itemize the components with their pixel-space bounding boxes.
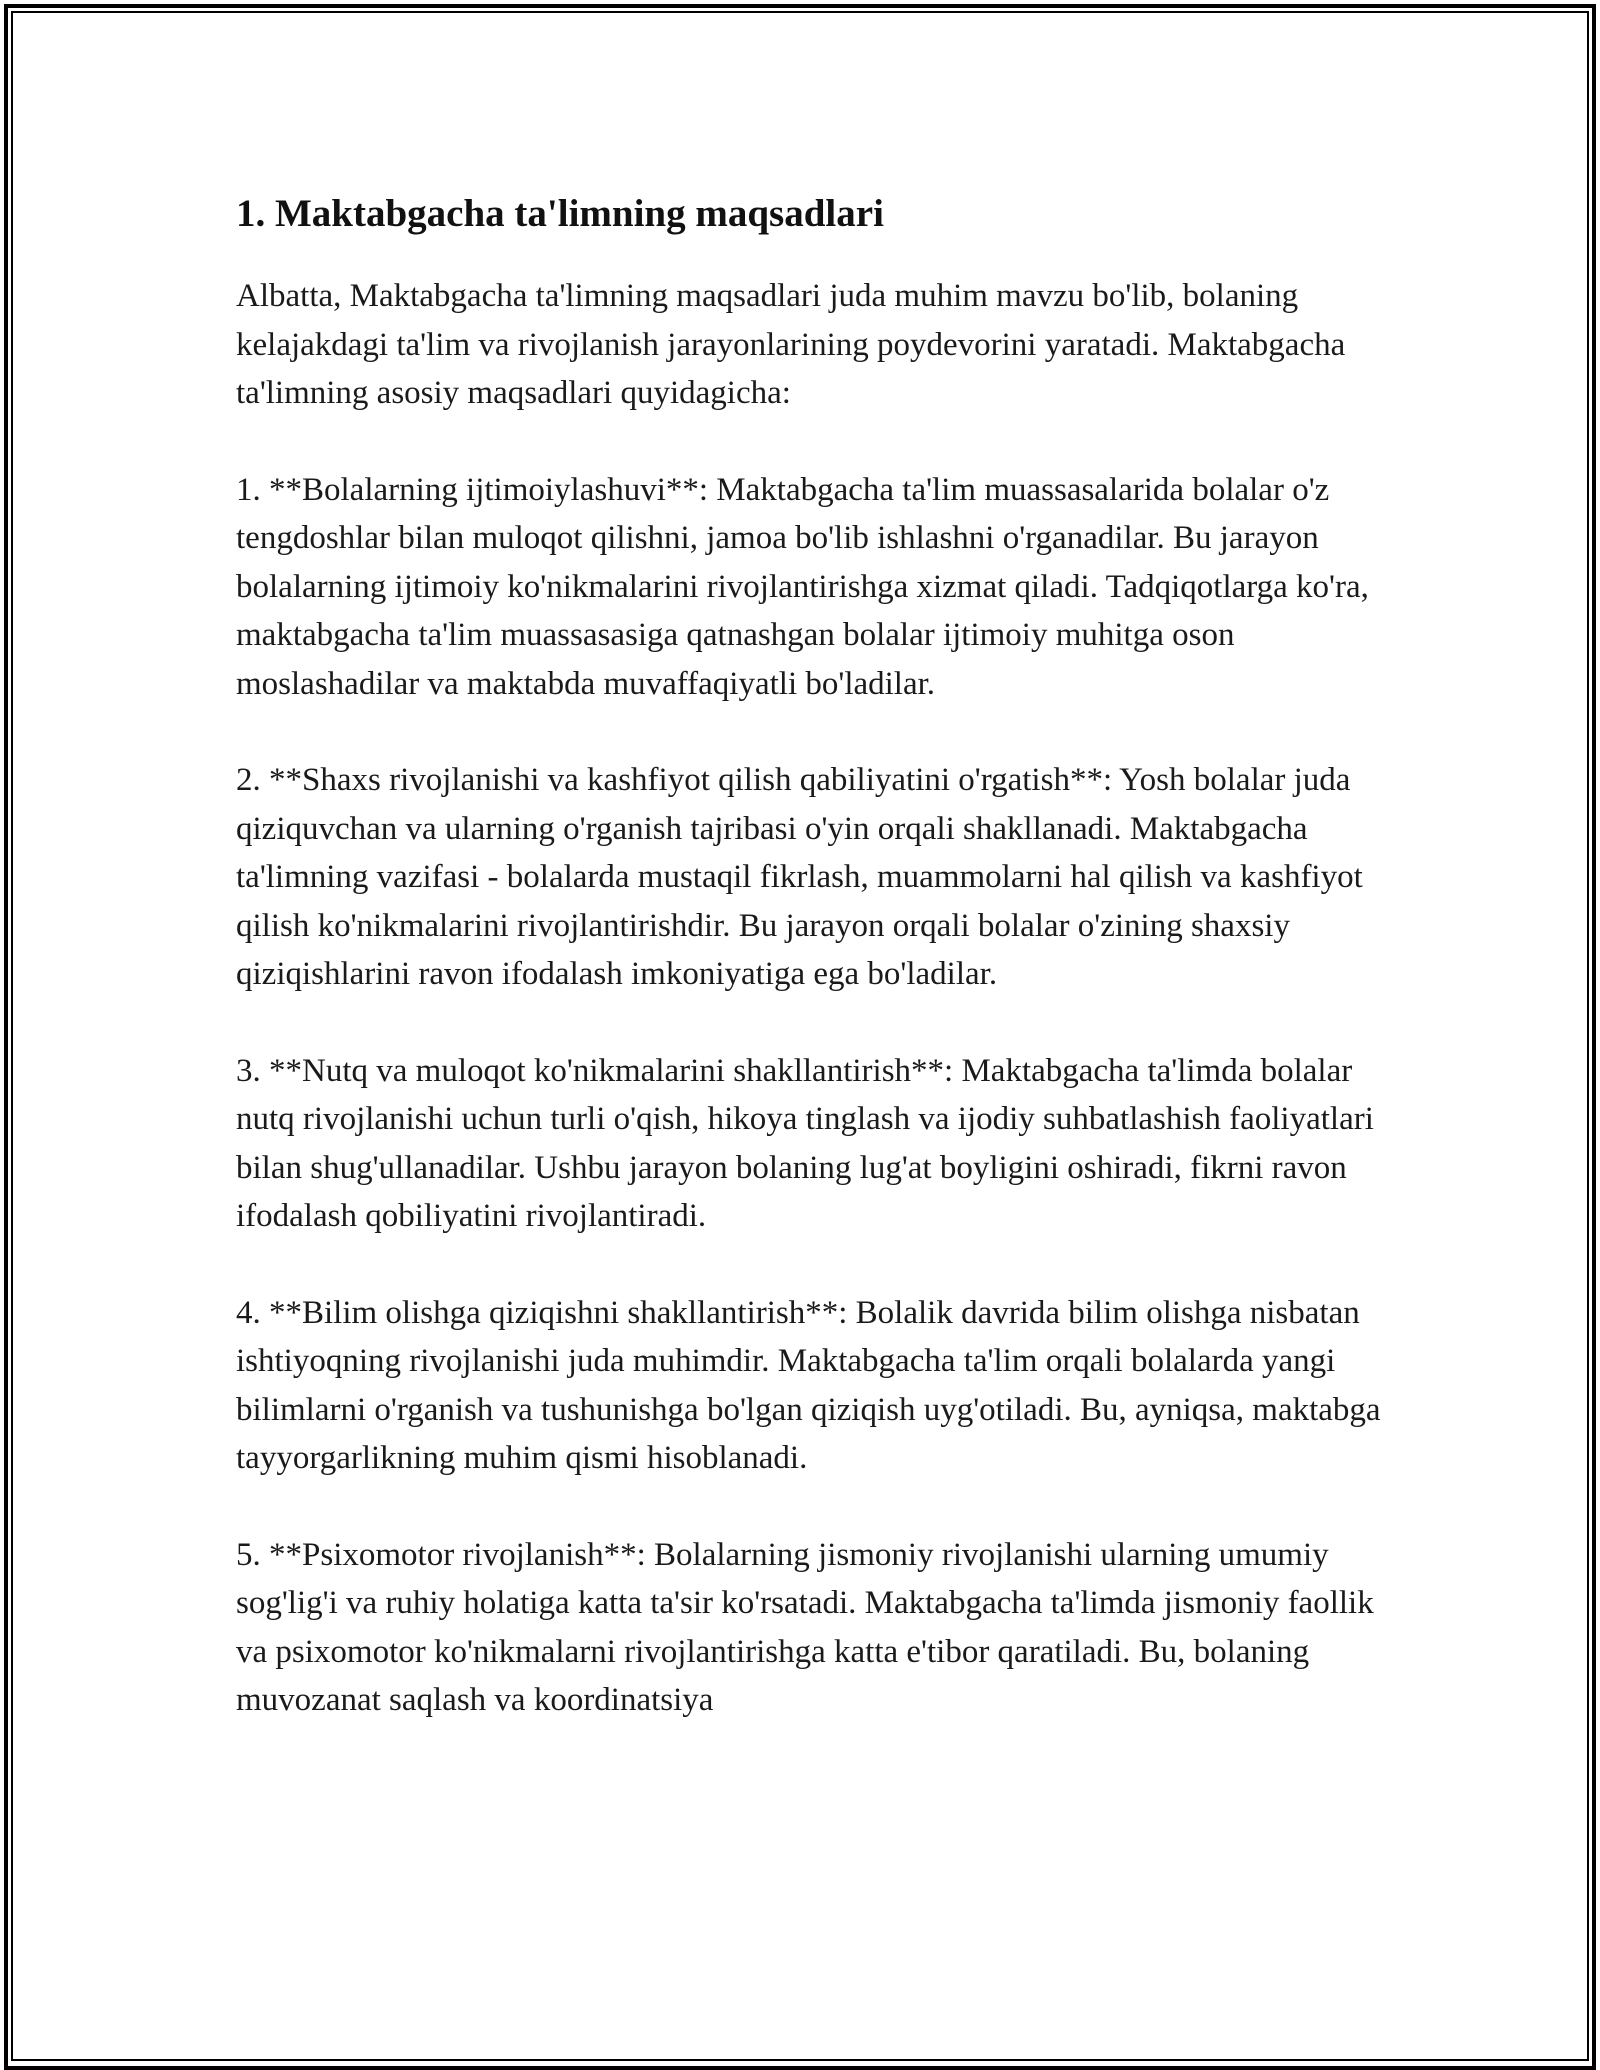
goal-paragraph-4: 4. **Bilim olishga qiziqishni shakllantirish**: Bolalik davrida bilim olishga nisbatan ishtiyoqning rivojlanishi juda muhimdir. Maktabgacha ta'lim orqali bolalarda yangi bilimlarni o'rganish va tushunishga bo'lgan qiziqish uyg'otiladi. Bu, ayniqsa, maktabga tayyorgarlikning muhim qismi hisoblanadi. bbox=[236, 1294, 1381, 1476]
intro-paragraph: Albatta, Maktabgacha ta'limning maqsadlari juda muhim mavzu bo'lib, bolaning kelajakdagi ta'lim va rivojlanish jarayonlarining poydevorini yaratadi. Maktabgacha ta'limning asosiy maqsadlari quyidagicha: bbox=[236, 278, 1346, 411]
document-body bbox=[236, 188, 1386, 1773]
goal-paragraph-1: 1. **Bolalarning ijtimoiylashuvi**: Maktabgacha ta'lim muassasalarida bolalar o'z tengdoshlar bilan muloqot qilishni, jamoa bo'lib ishlashni o'rganadilar. Bu jarayon bolalarning ijtimoiy ko'nikmalarini rivojlantirishga xizmat qiladi. Tadqiqotlarga ko'ra, maktabgacha ta'lim muassasasiga qatnashgan bolalar ijtimoiy muhitga oson moslashadilar va maktabda muvaffaqiyatli bo'ladilar. bbox=[236, 471, 1369, 702]
goal-paragraph-5: 5. **Psixomotor rivojlanish**: Bolalarning jismoniy rivojlanishi ularning umumiy sog'lig'i va ruhiy holatiga katta ta'sir ko'rsatadi. Maktabgacha ta'limda jismoniy faollik va psixomotor ko'nikmalarni rivojlantirishga katta e'tibor qaratiladi. Bu, bolaning muvozanat saqlash va koordinatsiya bbox=[236, 1536, 1374, 1718]
document-title: 1. Maktabgacha ta'limning maqsadlari bbox=[236, 192, 884, 235]
goal-paragraph-2: 2. **Shaxs rivojlanishi va kashfiyot qilish qabiliyatini o'rgatish**: Yosh bolalar juda qiziquvchan va ularning o'rganish tajribasi o'yin orqali shakllanadi. Maktabgacha ta'limning vazifasi - bolalarda mustaqil fikrlash, muammolarni hal qilish va kashfiyot qilish ko'nikmalarini rivojlantirishdir. Bu jarayon orqali bolalar o'zining shaxsiy qiziqishlarini ravon ifodalash imkoniyatiga ega bo'ladilar. bbox=[236, 762, 1363, 992]
goal-paragraph-3: 3. **Nutq va muloqot ko'nikmalarini shakllantirish**: Maktabgacha ta'limda bolalar nutq rivojlanishi uchun turli o'qish, hikoya tinglash va ijodiy suhbatlashish faoliyatlari bilan shug'ullanadilar. Ushbu jarayon bolaning lug'at boyligini oshiradi, fikrni ravon ifodalash qobiliyatini rivojlantiradi. bbox=[236, 1052, 1374, 1234]
